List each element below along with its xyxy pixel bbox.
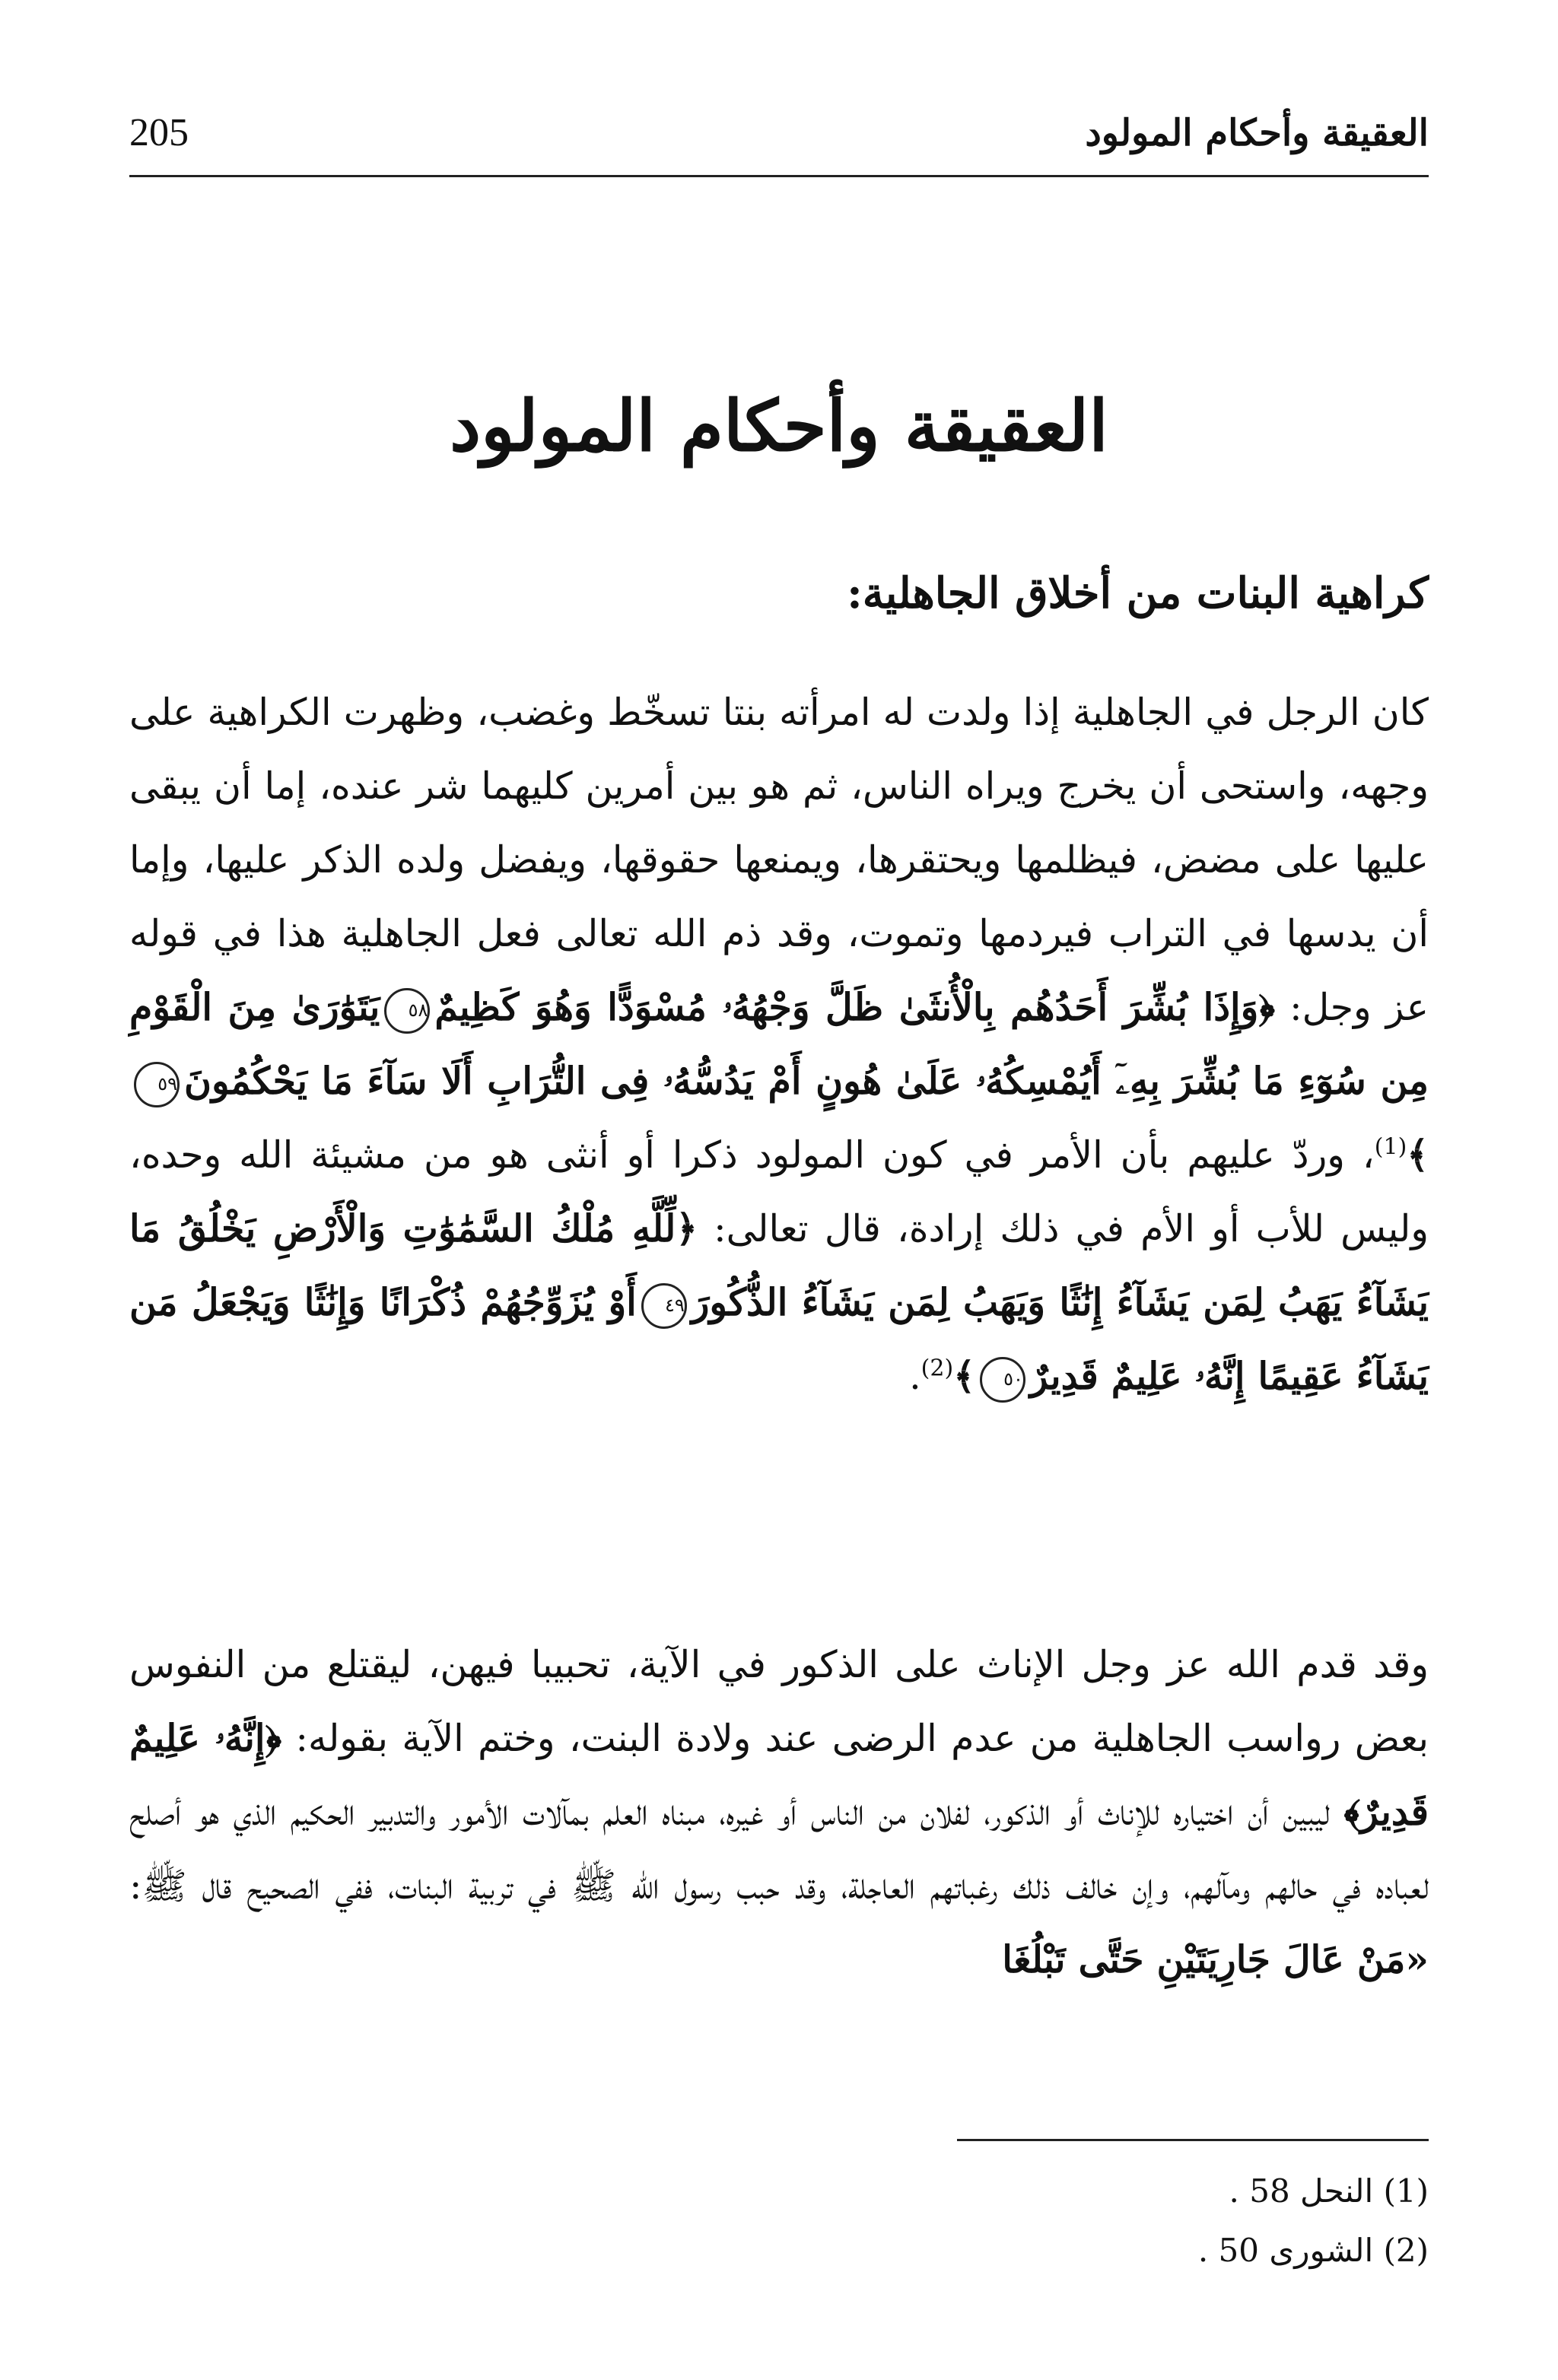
section-heading: كراهية البنات من أخلاق الجاهلية: <box>847 568 1429 618</box>
footnote-1 <box>1198 2162 1429 2221</box>
footnotes <box>1198 2162 1429 2280</box>
footnote-2 <box>1198 2221 1429 2280</box>
quran-close-brace: ﴾ <box>953 1354 975 1398</box>
paragraph-2 <box>129 1628 1429 2084</box>
footnote-marker: (2) <box>1383 2232 1429 2269</box>
running-title: العقيقة وأحكام المولود <box>1085 112 1429 154</box>
quran-open-brace: ﴿ <box>1258 985 1276 1029</box>
paragraph-1-text-c: . <box>909 1355 921 1398</box>
quran-quote-inline: إِنَّهُۥ عَلِيمٌ قَدِيرٌ <box>129 1716 1429 1834</box>
page-number: 205 <box>129 111 189 154</box>
hadith-quote: «مَنْ عَالَ جَارِيَتَيْنِ حَتَّى تَبْلُغَا <box>1002 1937 1429 1981</box>
running-header <box>129 106 1429 177</box>
paragraph-2-content <box>129 1628 1429 1997</box>
quran-verse-50: أَوْ يُزَوِّجُهُمْ ذُكْرَانًا وَإِنَٰثًا وَيَجْعَلُ مَن يَشَآءُ عَقِيمًا إِنَّهُۥ عَلِيمٌ قَدِيرٌ <box>129 1280 1429 1398</box>
ayah-number-50: ٥٠ <box>980 1357 1025 1403</box>
footnote-marker: (1) <box>1383 2172 1429 2210</box>
paragraph-1-content <box>129 675 1429 1413</box>
ayah-number-49: ٤٩ <box>641 1283 687 1329</box>
quran-verse-58: وَإِذَا بُشِّرَ أَحَدُهُم بِالْأُنثَىٰ ظَلَّ وَجْهُهُۥ مُسْوَدًّا وَهُوَ كَظِيمٌ <box>434 985 1259 1029</box>
quran-verse-49: لِّلَّهِ مُلْكُ السَّمَٰوَٰتِ وَالْأَرْضِ يَخْلُقُ مَا يَشَآءُ يَهَبُ لِمَن يَشَآءُ إِنَٰثًا وَيَهَبُ لِمَن يَشَآءُ الذُّكُورَ <box>129 1206 1429 1324</box>
quran-close-brace: ﴾ <box>1407 1133 1429 1177</box>
paragraph-1-text-a: كان الرجل في الجاهلية إذا ولدت له امرأته بنتا تسخّط وغضب، وظهرت الكراهية على وجهه، واستحى أن يخرج ويراه الناس، ثم هو بين أمرين كليهما شر عنده، إما أن يبقى عليها على مضض، فيظلمها ويحتقرها، ويمنعها حقوقها، ويفضل ولده الذكر عليها، وإما أن يدسها في التراب فيردمها وتموت، وقد ذم الله تعالى فعل الجاهلية هذا في قوله عز وجل: <box>129 691 1429 1029</box>
paragraph-2-text-a: وقد قدم الله عز وجل الإناث على الذكور في الآية، تحبيبا فيهن، ليقتلع من النفوس بعض رواسب الجاهلية من عدم الرضى عند ولادة البنت، وختم الآية بقوله: <box>129 1643 1429 1760</box>
footnote-text: النحل 58 . <box>1229 2172 1374 2210</box>
quran-open-brace: ﴿ <box>676 1206 698 1250</box>
quran-open-brace: ﴿ <box>265 1716 282 1760</box>
document-page <box>129 106 1429 2312</box>
paragraph-2-text-b: ليبين أن اختياره للإناث أو الذكور، لفلان من الناس أو غيره، مبناه العلم بمآلات الأمور والتدبير الحكيم الذي هو أصلح لعباده في حالهم ومآلهم، وإن خالف ذلك رغباتهم العاجلة، وقد حبب رسول الله ﷺ في تربية البنات، ففي الصحيح قال ﷺ: <box>129 1791 1429 1908</box>
ayah-number-59: ٥٩ <box>134 1062 180 1107</box>
ayah-number-58: ٥٨ <box>384 988 430 1034</box>
footnote-divider <box>957 2139 1429 2141</box>
chapter-title: العقيقة وأحكام المولود <box>450 385 1108 467</box>
quran-close-brace: ﴾ <box>1343 1790 1361 1834</box>
footnote-ref-1[interactable]: (1) <box>1374 1133 1407 1161</box>
footnote-text: الشورى 50 . <box>1197 2232 1374 2269</box>
footnote-ref-2[interactable]: (2) <box>920 1355 954 1382</box>
quran-verse-59: يَتَوَٰرَىٰ مِنَ الْقَوْمِ مِن سُوٓءِ مَا بُشِّرَ بِهِۦٓ أَيُمْسِكُهُۥ عَلَىٰ هُونٍ أَمْ يَدُسُّهُۥ فِى التُّرَابِ أَلَا سَآءَ مَا يَحْكُمُونَ <box>129 985 1429 1103</box>
paragraph-1 <box>129 675 1429 1527</box>
paragraph-1-text-b: ، وردّ عليهم بأن الأمر في كون المولود ذكرا أو أنثى هو من مشيئة الله وحده، وليس للأب أو الأم في ذلك إرادة، قال تعالى: <box>129 1133 1429 1250</box>
